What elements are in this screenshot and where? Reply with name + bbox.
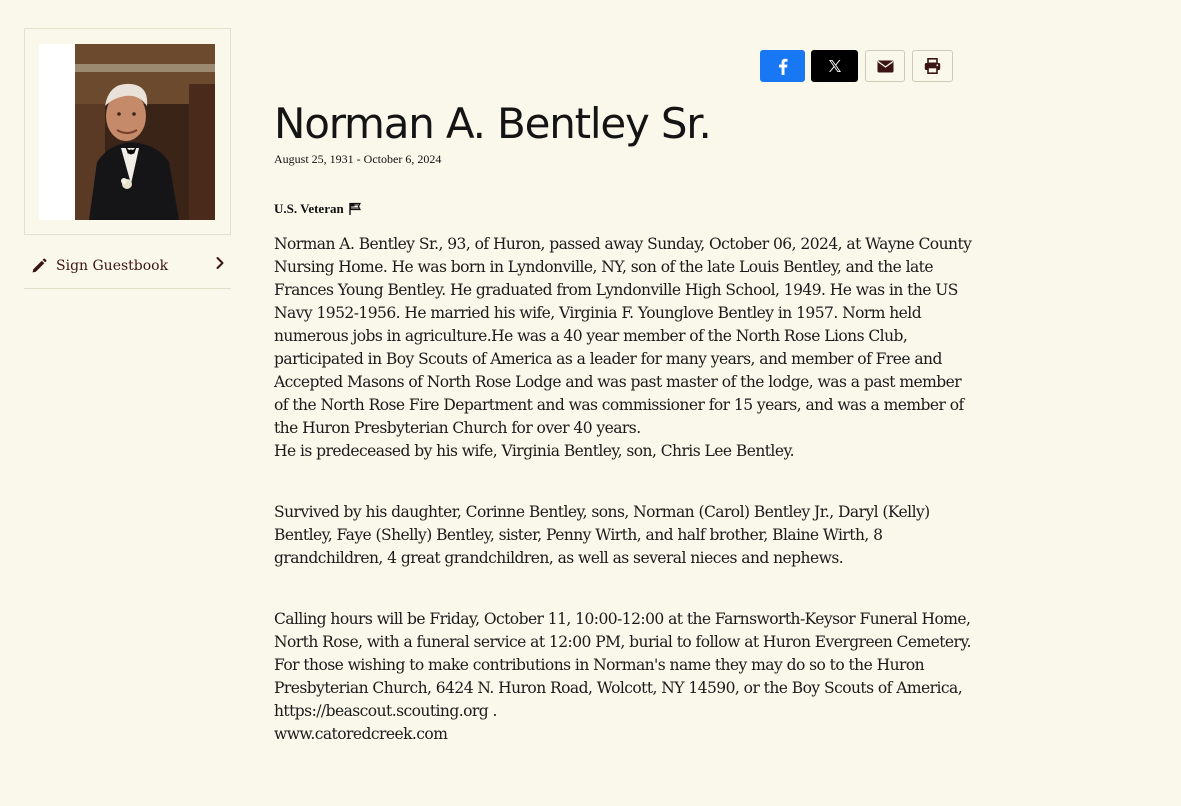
pencil-icon (31, 258, 47, 274)
veteran-label: U.S. Veteran (274, 201, 344, 216)
flag-icon (348, 202, 362, 216)
share-x-button[interactable] (811, 50, 858, 82)
obituary-paragraph: He is predeceased by his wife, Virginia Bentley, son, Chris Lee Bentley. (274, 442, 794, 460)
obituary-paragraph: Norman A. Bentley Sr., 93, of Huron, passed away Sunday, October 06, 2024, at Wayne County Nursing Home. He was born in Lyndonville, NY, son of the late Louis Bentley, and the late Frances Young Bentley. He graduated from Lyndonville High School, 1949. He was in the US Navy 1952-1956. He married his wife, Virginia F. Younglove Bentley in 1957. Norm held numerous jobs in agriculture.He was a 40 year member of the North Rose Lions Club, participated in Boy Scouts of America as a leader for many years, and member of Free and Accepted Masons of North Rose Lodge and was past master of the lodge, was a past member of the North Rose Fire Department and was commissioner for 15 years, and was a member of the Huron Presbyterian Church for over 40 years. (274, 235, 972, 437)
obituary-paragraph: Survived by his daughter, Corinne Bentley, sons, Norman (Carol) Bentley Jr., Daryl (Kelly) Bentley, Faye (Shelly) Bentley, sister, Penny Wirth, and half brother, Blaine Wirth, 8 grandchildren, 4 great grandchildren, as well as several nieces and nephews. (274, 503, 930, 567)
veteran-badge (274, 201, 362, 217)
share-toolbar (760, 50, 953, 82)
share-facebook-button[interactable] (760, 50, 805, 82)
printer-icon (924, 58, 941, 74)
sidebar (24, 28, 231, 289)
share-email-button[interactable] (865, 50, 905, 82)
obituary-photo[interactable] (39, 44, 215, 220)
facebook-icon (778, 58, 788, 75)
obituary-paragraph: Calling hours will be Friday, October 11, 10:00-12:00 at the Farnsworth-Keysor Funeral Home, North Rose, with a funeral service at 12:00 PM, burial to follow at Huron Evergreen Cemetery. For those wishing to make contributions in Norman's name they may do so to the Huron Presbyterian Church, 6424 N. Huron Road, Wolcott, NY 14590, or the Boy Scouts of America, https://beascout.scouting.org . (274, 610, 971, 720)
envelope-icon (877, 60, 894, 73)
deceased-name: Norman A. Bentley Sr. (274, 99, 711, 148)
chevron-right-icon (215, 256, 225, 270)
obituary-text (274, 233, 974, 746)
x-icon (828, 59, 842, 73)
sign-guestbook-label: Sign Guestbook (56, 258, 169, 274)
sign-guestbook-link[interactable] (24, 250, 231, 289)
photo-frame (24, 28, 231, 235)
portrait-image (39, 44, 215, 220)
funeral-home-website: www.catoredcreek.com (274, 725, 448, 743)
print-button[interactable] (912, 50, 953, 82)
life-dates: August 25, 1931 - October 6, 2024 (274, 152, 442, 166)
